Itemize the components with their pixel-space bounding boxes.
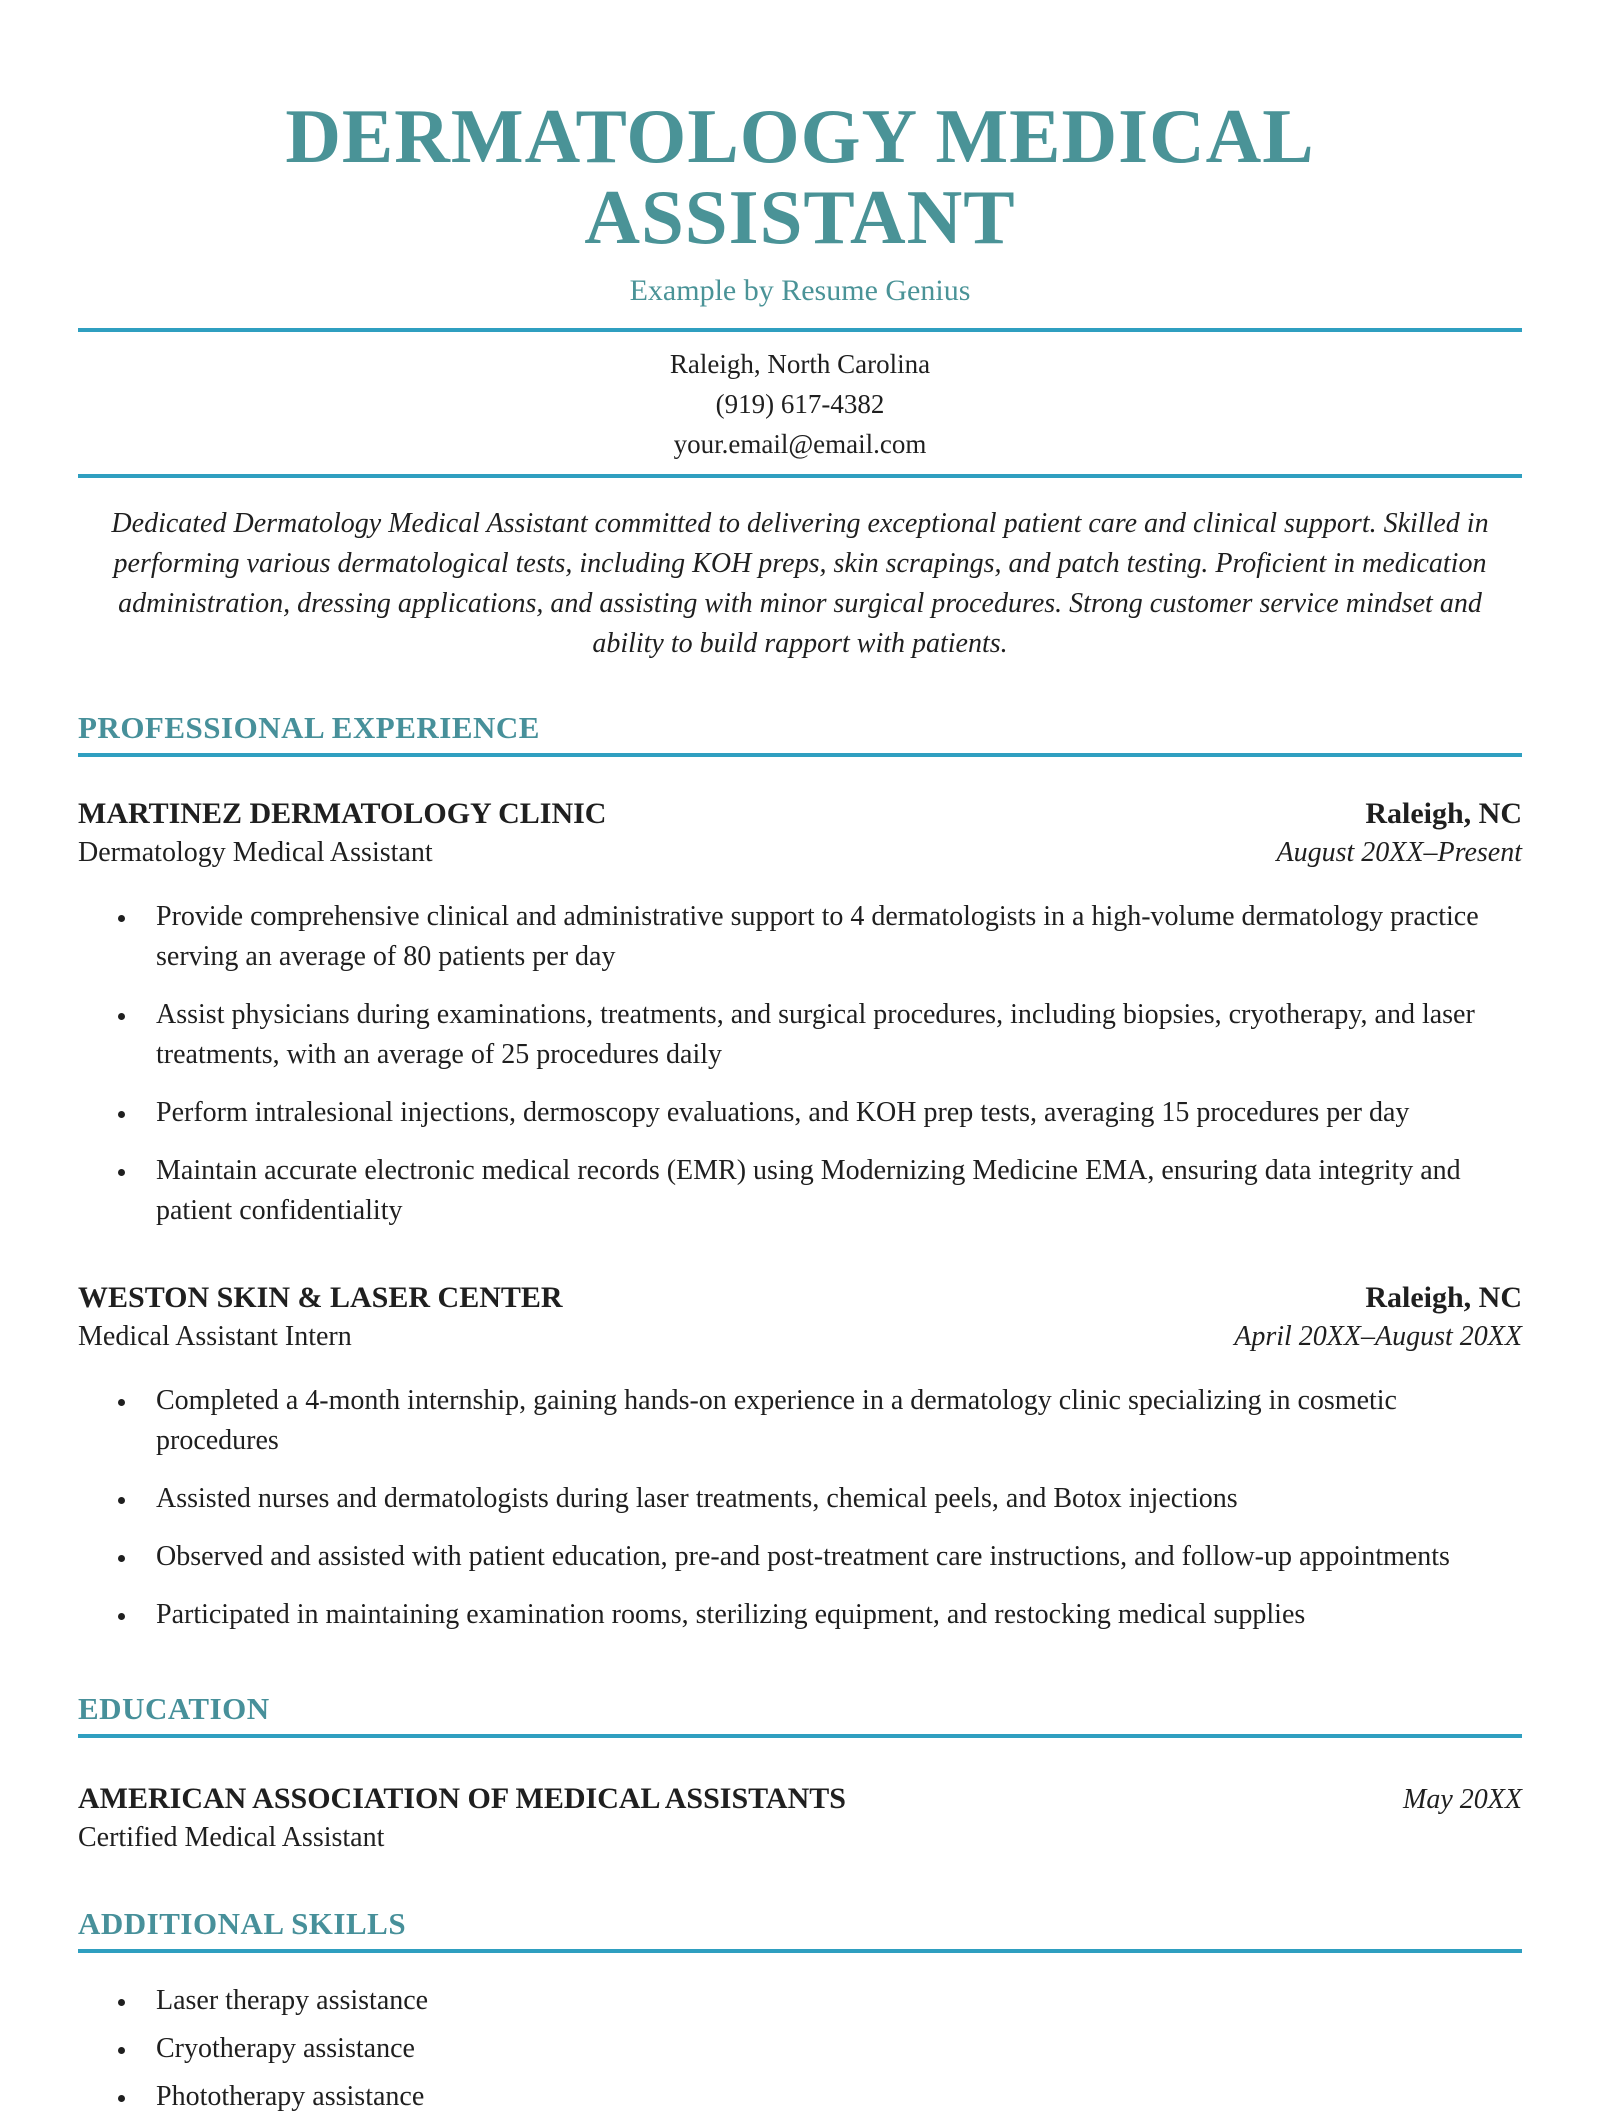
job-role: Medical Assistant Intern — [78, 1320, 352, 1352]
job-bullet-list — [78, 897, 1522, 1231]
job-bullet: • Maintain accurate electronic medical records (EMR) using Modernizing Medicine EMA, ensuring data integrity and patient confidentiality — [138, 1151, 1522, 1231]
contact-phone: (919) 617-4382 — [715, 388, 885, 419]
job-location: Raleigh, NC — [1365, 796, 1522, 830]
contact-block — [78, 332, 1522, 474]
job-bullet: • Completed a 4-month internship, gaining hands-on experience in a dermatology clinic specializing in cosmetic procedures — [138, 1381, 1522, 1461]
education-dates: May 20XX — [1403, 1783, 1522, 1815]
skills-list — [78, 1981, 1522, 2117]
job-bullet: • Observed and assisted with patient education, pre-and post-treatment care instructions, and follow-up appointments — [138, 1537, 1522, 1577]
section-heading-education: EDUCATION — [78, 1691, 1522, 1738]
page-title: DERMATOLOGY MEDICAL ASSISTANT — [285, 93, 1315, 260]
job-dates: August 20XX–Present — [1276, 836, 1522, 868]
job-location: Raleigh, NC — [1365, 1280, 1522, 1314]
job-bullet: • Participated in maintaining examination rooms, sterilizing equipment, and restocking medical supplies — [138, 1595, 1522, 1635]
job-subheader-row — [78, 1315, 1522, 1353]
education-header-row — [78, 1778, 1522, 1816]
job-header-row — [78, 1281, 1522, 1315]
education-school: AMERICAN ASSOCIATION OF MEDICAL ASSISTANTS — [78, 1781, 846, 1815]
skill-item: • Cryotherapy assistance — [138, 2029, 1522, 2069]
job-company: MARTINEZ DERMATOLOGY CLINIC — [78, 796, 607, 830]
skill-item: • Laser therapy assistance — [138, 1981, 1522, 2021]
summary-paragraph: Dedicated Dermatology Medical Assistant committed to delivering exceptional patient care and clinical support. Skilled in performing various dermatological tests, including KOH preps, skin scrapings, and patch testing. Proficient in medication administration, dressing applications, and assisting with minor surgical procedures. Strong customer service mindset and ability to build rapport with patients. — [111, 507, 1489, 659]
skills-section — [78, 1906, 1522, 2117]
job-bullet: • Assist physicians during examinations, treatments, and surgical procedures, including biopsies, cryotherapy, and laser treatments, with an average of 25 procedures daily — [138, 995, 1522, 1075]
skill-item: • Phototherapy assistance — [138, 2077, 1522, 2117]
section-heading-experience: PROFESSIONAL EXPERIENCE — [78, 710, 1522, 757]
job-company: WESTON SKIN & LASER CENTER — [78, 1280, 563, 1314]
contact-email: your.email@email.com — [673, 428, 927, 459]
job-header-row — [78, 797, 1522, 831]
job-bullet: • Provide comprehensive clinical and administrative support to 4 dermatologists in a high-volume dermatology practice serving an average of 80 patients per day — [138, 897, 1522, 977]
page-subtitle: Example by Resume Genius — [629, 273, 971, 307]
job-subheader-row — [78, 831, 1522, 869]
divider-contact-bottom — [78, 474, 1522, 478]
education-entry — [78, 1778, 1522, 1854]
job-role: Dermatology Medical Assistant — [78, 836, 433, 868]
education-degree: Certified Medical Assistant — [78, 1821, 385, 1853]
job-entry — [78, 1281, 1522, 1635]
job-dates: April 20XX–August 20XX — [1234, 1320, 1522, 1352]
contact-location: Raleigh, North Carolina — [669, 348, 931, 379]
job-bullet: • Perform intralesional injections, dermoscopy evaluations, and KOH prep tests, averaging 15 procedures per day — [138, 1093, 1522, 1133]
job-entry — [78, 797, 1522, 1231]
job-bullet-list — [78, 1381, 1522, 1635]
job-bullet: • Assisted nurses and dermatologists during laser treatments, chemical peels, and Botox injections — [138, 1479, 1522, 1519]
section-heading-skills: ADDITIONAL SKILLS — [78, 1906, 1522, 1953]
